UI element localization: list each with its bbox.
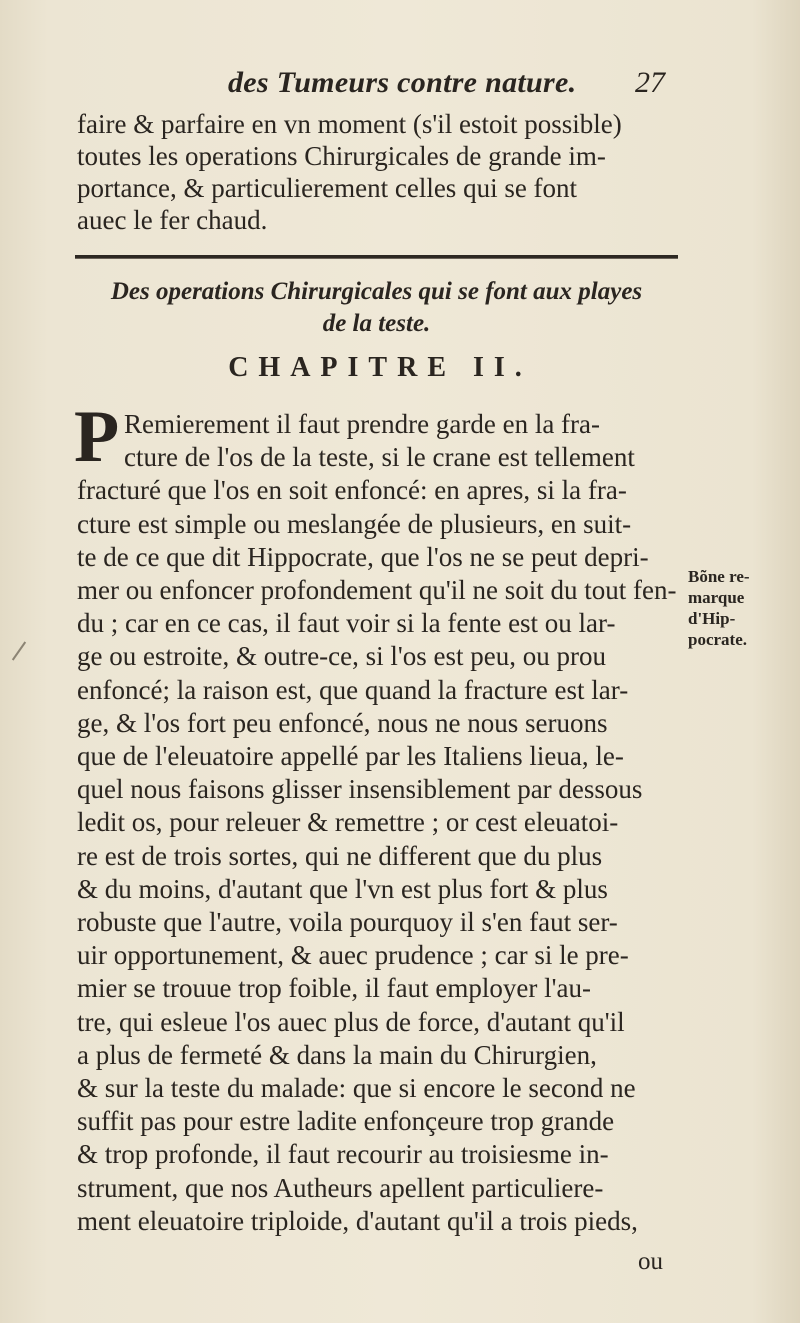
text-line: & trop profonde, il faut recourir au troisiesme in- — [77, 1139, 609, 1170]
text-line: cture de l'os de la teste, si le crane est tellement — [124, 442, 635, 473]
page-header — [0, 66, 680, 106]
text-line: auec le fer chaud. — [77, 205, 268, 235]
text-line: re est de trois sortes, qui ne different que du plus — [77, 840, 603, 871]
text-line: tre, qui esleue l'os auec plus de force, d'autant qu'il — [77, 1006, 625, 1037]
text-line: ge ou estroite, & outre-ce, si l'os est peu, ou prou — [77, 641, 606, 672]
text-line: & sur la teste du malade: que si encore le second ne — [77, 1073, 636, 1103]
text-line: ment eleuatoire triploide, d'autant qu'il a trois pieds, — [77, 1205, 638, 1236]
margin-mark — [12, 641, 26, 660]
text-line: uir opportunement, & auec prudence ; car si le pre- — [77, 940, 629, 971]
text-line: strument, que nos Autheurs apellent particuliere- — [77, 1172, 604, 1203]
text-line: fracturé que l'os en soit enfoncé: en apres, si la fra- — [77, 475, 627, 506]
text-line: faire & parfaire en vn moment (s'il estoit possible) — [77, 109, 622, 139]
text-line: te de ce que dit Hippocrate, que l'os ne se peut depri- — [77, 541, 649, 572]
text-line: robuste que l'autre, voila pourquoy il s'en faut ser- — [77, 907, 618, 937]
text-line: ge, & l'os fort peu enfoncé, nous ne nous seruons — [77, 707, 608, 738]
margin-note — [688, 566, 784, 650]
section-title-line-1: Des operations Chirurgicales qui se font aux playes — [110, 278, 643, 305]
text-line: enfoncé; la raison est, que quand la fracture est lar- — [77, 674, 629, 705]
text-line: mer ou enfoncer profondement qu'il ne soit du tout fen- — [77, 575, 677, 605]
text-line: que de l'eleuatoire appellé par les Italiens lieua, le- — [77, 741, 624, 771]
running-title: des Tumeurs contre nature. — [228, 66, 577, 99]
section-title-line-2: de la teste. — [322, 310, 431, 337]
text-line: toutes les operations Chirurgicales de grande im- — [77, 141, 606, 171]
text-line: & du moins, d'autant que l'vn est plus fort & plus — [77, 873, 608, 904]
text-line: quel nous faisons glisser insensiblement par dessous — [77, 774, 643, 805]
margin-note-line: Bõne re- — [688, 567, 750, 586]
section-title — [75, 276, 678, 340]
margin-note-line: pocrate. — [688, 630, 748, 649]
text-line: portance, & particulierement celles qui se font — [77, 173, 578, 203]
margin-note-line: d'Hip- — [688, 609, 736, 628]
text-line: Remierement il faut prendre garde en la fra- — [124, 409, 601, 439]
text-line: du ; car en ce cas, il faut voir si la fente est ou lar- — [77, 608, 616, 639]
text-line: cture est simple ou meslangée de plusieurs, en suit- — [77, 508, 632, 539]
text-line: suffit pas pour estre ladite enfonçeure trop grande — [77, 1106, 615, 1137]
text-line: ledit os, pour releuer & remettre ; or cest eleuatoi- — [77, 807, 619, 838]
drop-cap: P — [74, 396, 120, 478]
text-line: a plus de fermeté & dans la main du Chirurgien, — [77, 1039, 597, 1070]
text-line: mier se trouue trop foible, il faut employer l'au- — [77, 973, 591, 1004]
catchword: ou — [638, 1248, 663, 1275]
section-rule — [75, 255, 678, 259]
page-number: 27 — [635, 66, 665, 99]
chapter-heading: CHAPITRE II. — [228, 352, 532, 383]
margin-note-line: marque — [688, 588, 745, 607]
